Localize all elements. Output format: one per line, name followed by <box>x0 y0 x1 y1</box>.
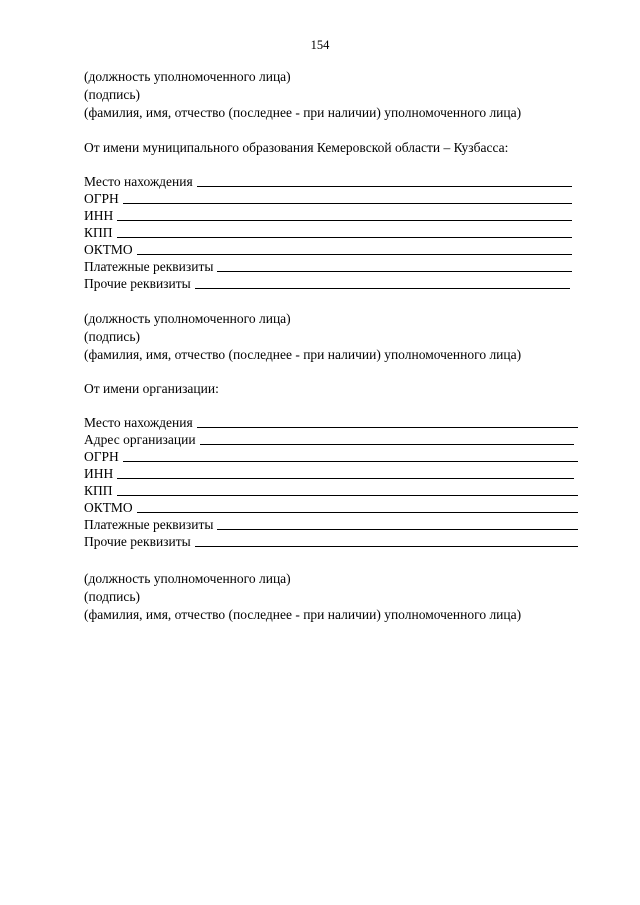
field-blank-line[interactable] <box>200 443 574 445</box>
field-blank-line[interactable] <box>117 236 572 238</box>
organization-field-kpp <box>84 482 578 499</box>
field-blank-line[interactable] <box>123 202 572 204</box>
organization-field-other-details <box>84 533 578 550</box>
signature-fullname-label: (фамилия, имя, отчество (последнее - при наличии) уполномоченного лица) <box>84 347 522 362</box>
field-label: ОКТМО <box>84 242 133 257</box>
field-label: Прочие реквизиты <box>84 276 191 291</box>
field-blank-line[interactable] <box>197 185 572 187</box>
field-label: ОКТМО <box>84 500 133 515</box>
field-blank-line[interactable] <box>195 545 578 547</box>
field-label: Место нахождения <box>84 174 193 189</box>
signature-label: (подпись) <box>84 87 141 102</box>
organization-field-ogrn <box>84 448 578 465</box>
organization-field-payment-details <box>84 516 578 533</box>
municipal-field-other-details <box>84 275 570 292</box>
signature-label: (подпись) <box>84 329 141 344</box>
field-label: Место нахождения <box>84 415 193 430</box>
field-blank-line[interactable] <box>123 460 578 462</box>
signature-fullname-label: (фамилия, имя, отчество (последнее - при наличии) уполномоченного лица) <box>84 105 522 120</box>
field-label: ИНН <box>84 208 114 223</box>
field-blank-line[interactable] <box>117 477 574 479</box>
field-blank-line[interactable] <box>117 219 572 221</box>
field-blank-line[interactable] <box>217 528 578 530</box>
signature-label: (подпись) <box>84 589 141 604</box>
municipal-field-inn <box>84 207 572 224</box>
field-label: ОГРН <box>84 449 119 464</box>
field-label: Адрес организации <box>84 432 196 447</box>
municipal-heading: От имени муниципального образования Кемеровской области – Кузбасса: <box>84 140 509 155</box>
signature-fullname-label: (фамилия, имя, отчество (последнее - при наличии) уполномоченного лица) <box>84 607 522 622</box>
field-label: Прочие реквизиты <box>84 534 191 549</box>
field-label: КПП <box>84 225 113 240</box>
organization-field-address <box>84 431 574 448</box>
signature-position-label: (должность уполномоченного лица) <box>84 571 291 586</box>
field-blank-line[interactable] <box>195 287 570 289</box>
field-label: Платежные реквизиты <box>84 517 214 532</box>
municipal-field-oktmo <box>84 241 572 258</box>
field-blank-line[interactable] <box>117 494 578 496</box>
signature-position-label: (должность уполномоченного лица) <box>84 311 291 326</box>
field-label: ИНН <box>84 466 114 481</box>
organization-field-inn <box>84 465 574 482</box>
field-label: ОГРН <box>84 191 119 206</box>
field-blank-line[interactable] <box>137 511 578 513</box>
field-blank-line[interactable] <box>137 253 572 255</box>
organization-field-oktmo <box>84 499 578 516</box>
field-label: КПП <box>84 483 113 498</box>
page-number: 154 <box>310 38 330 52</box>
municipal-field-payment-details <box>84 258 572 275</box>
municipal-field-ogrn <box>84 190 572 207</box>
field-blank-line[interactable] <box>197 426 578 428</box>
organization-heading: От имени организации: <box>84 381 219 396</box>
field-label: Платежные реквизиты <box>84 259 214 274</box>
municipal-field-kpp <box>84 224 572 241</box>
signature-position-label: (должность уполномоченного лица) <box>84 69 291 84</box>
organization-field-location <box>84 414 578 431</box>
field-blank-line[interactable] <box>217 270 572 272</box>
municipal-field-location <box>84 173 572 190</box>
